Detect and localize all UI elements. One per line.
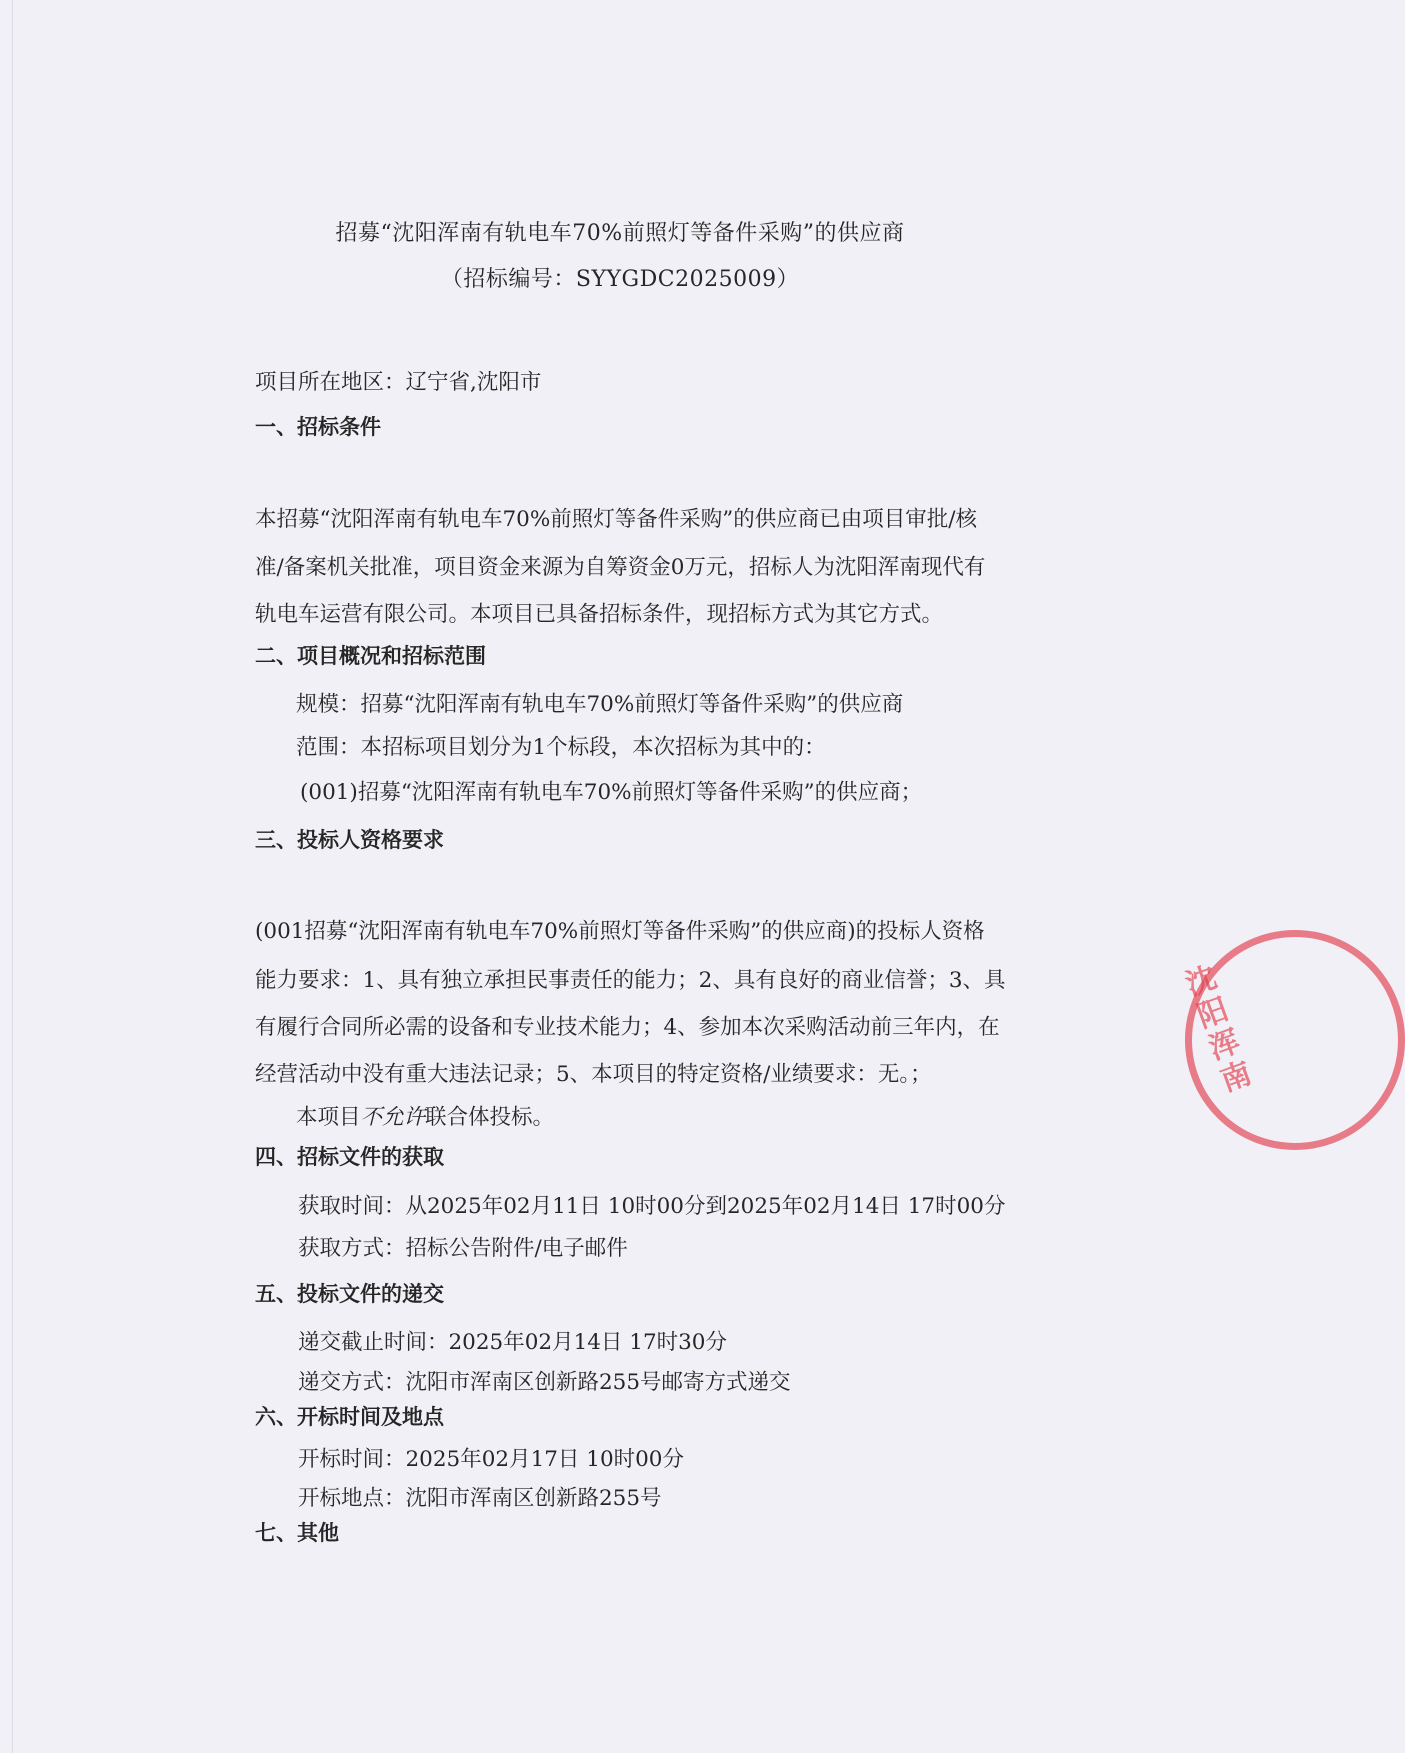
tender-number: （招标编号：SYYGDC2025009） [440, 267, 800, 292]
acquisition-time: 获取时间：从2025年02月11日 10时00分到2025年02月14日 17时00分 [298, 1194, 1006, 1219]
section-heading-7: 七、其他 [255, 1521, 339, 1545]
section-heading-1: 一、招标条件 [255, 415, 381, 439]
section3-paragraph-line: (001招募“沈阳浑南有轨电车70%前照灯等备件采购”的供应商)的投标人资格 [255, 919, 985, 944]
opening-place: 开标地点：沈阳市浑南区创新路255号 [298, 1486, 662, 1511]
section3-paragraph-line: 经营活动中没有重大违法记录；5、本项目的特定资格/业绩要求：无。； [255, 1062, 932, 1087]
section-heading-5: 五、投标文件的递交 [255, 1282, 444, 1306]
section1-paragraph-line: 本招募“沈阳浑南有轨电车70%前照灯等备件采购”的供应商已由项目审批/核 [255, 507, 978, 532]
section3-paragraph-line: 有履行合同所必需的设备和专业技术能力；4、参加本次采购活动前三年内，在 [255, 1015, 1000, 1040]
section-heading-4: 四、招标文件的获取 [255, 1145, 444, 1169]
section1-paragraph-line: 准/备案机关批准，项目资金来源为自筹资金0万元，招标人为沈阳浑南现代有 [255, 555, 986, 580]
document-title: 招募“沈阳浑南有轨电车70%前照灯等备件采购”的供应商 [335, 221, 905, 246]
opening-time: 开标时间：2025年02月17日 10时00分 [298, 1447, 684, 1472]
section-heading-6: 六、开标时间及地点 [255, 1405, 444, 1429]
project-scale: 规模：招募“沈阳浑南有轨电车70%前照灯等备件采购”的供应商 [296, 692, 904, 717]
acquisition-method: 获取方式：招标公告附件/电子邮件 [298, 1236, 628, 1261]
section-heading-2: 二、项目概况和招标范围 [255, 644, 486, 668]
project-lot: (001)招募“沈阳浑南有轨电车70%前照灯等备件采购”的供应商； [300, 780, 923, 805]
project-region: 项目所在地区：辽宁省,沈阳市 [255, 370, 542, 395]
joint-bid-statement [296, 1103, 554, 1133]
section1-paragraph-line: 轨电车运营有限公司。本项目已具备招标条件，现招标方式为其它方式。 [255, 602, 944, 627]
joint-bid-not-allowed: 不允许 [360, 1105, 426, 1130]
joint-bid-prefix: 本项目 [296, 1105, 361, 1130]
project-scope: 范围：本招标项目划分为1个标段，本次招标为其中的： [296, 735, 826, 760]
seal-lettering: 沈阳浑南 [1181, 960, 1257, 1100]
submission-method: 递交方式：沈阳市浑南区创新路255号邮寄方式递交 [298, 1370, 791, 1395]
submission-deadline: 递交截止时间：2025年02月14日 17时30分 [298, 1330, 727, 1355]
section-heading-3: 三、投标人资格要求 [255, 828, 444, 852]
section3-paragraph-line: 能力要求：1、具有独立承担民事责任的能力；2、具有良好的商业信誉；3、具 [255, 968, 1006, 993]
joint-bid-suffix: 联合体投标。 [425, 1105, 555, 1130]
